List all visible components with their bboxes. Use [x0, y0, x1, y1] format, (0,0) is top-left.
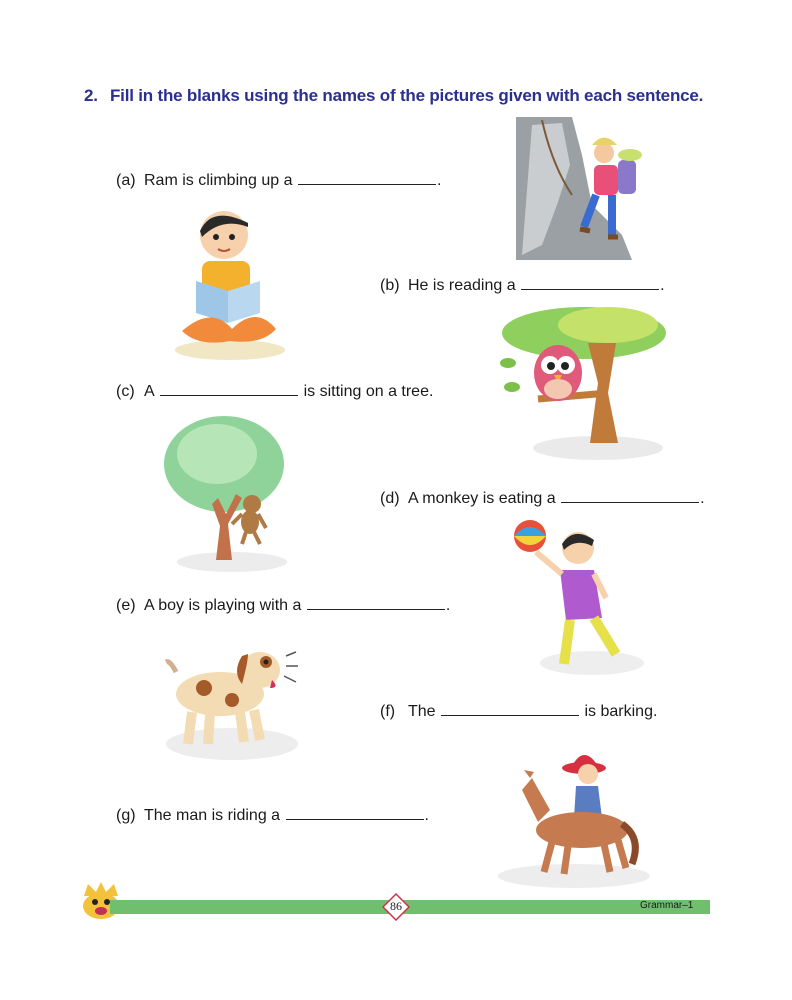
sentence-e	[116, 595, 450, 615]
sentence-d	[380, 488, 705, 508]
sentence-label: (g)	[116, 807, 136, 824]
barking-dog-picture	[162, 632, 302, 780]
blank-field[interactable]	[561, 488, 699, 503]
man-riding-horse-picture	[494, 738, 656, 890]
footer-bar	[110, 900, 710, 914]
sentence-text-before: A monkey is eating a	[408, 490, 556, 507]
boy-playing-ball-picture	[510, 518, 645, 678]
sentence-text-before: A boy is playing with a	[144, 597, 302, 614]
sentence-text-before: He is reading a	[408, 277, 516, 294]
sentence-label: (b)	[380, 277, 400, 294]
sentence-text-after: .	[445, 597, 451, 614]
sentence-text-before: The	[408, 703, 436, 720]
bird-on-tree-picture	[498, 303, 670, 463]
sentence-b	[380, 275, 665, 295]
tree-with-monkey-picture	[162, 414, 290, 574]
sentence-label: (e)	[116, 597, 136, 614]
sentence-label: (c)	[116, 383, 135, 400]
sentence-label: (a)	[116, 172, 136, 189]
mountain-climber-picture	[512, 115, 662, 260]
sentence-text-after: is barking.	[584, 703, 658, 720]
sentence-text-after: .	[700, 490, 705, 507]
sentence-c	[116, 381, 433, 401]
blank-field[interactable]	[286, 805, 424, 820]
sentence-text-before: The man is riding a	[144, 807, 281, 824]
sentence-a	[116, 170, 441, 190]
sentence-text-after: .	[660, 277, 665, 294]
blank-field[interactable]	[307, 595, 445, 610]
sentence-g	[116, 805, 429, 825]
sentence-text-after: is sitting on a tree.	[303, 383, 434, 400]
footer-label: Grammar–1	[640, 900, 694, 911]
sentence-label: (f)	[380, 703, 396, 720]
sentence-text-after: .	[436, 172, 442, 189]
exercise-heading	[84, 86, 703, 106]
blank-field[interactable]	[441, 701, 579, 716]
sentence-text-before: Ram is climbing up a	[144, 172, 293, 189]
sentence-text-after: .	[424, 807, 429, 824]
page-number: 86	[390, 899, 402, 913]
boy-reading-book-picture	[172, 205, 290, 365]
blank-field[interactable]	[521, 275, 659, 290]
exercise-instruction: Fill in the blanks using the names of the pictures given with each sentence.	[110, 86, 704, 105]
exercise-number: 2.	[84, 86, 98, 105]
blank-field[interactable]	[160, 381, 298, 396]
sentence-label: (d)	[380, 490, 400, 507]
sentence-f	[380, 701, 657, 721]
blank-field[interactable]	[298, 170, 436, 185]
sentence-text-before: A	[144, 383, 155, 400]
